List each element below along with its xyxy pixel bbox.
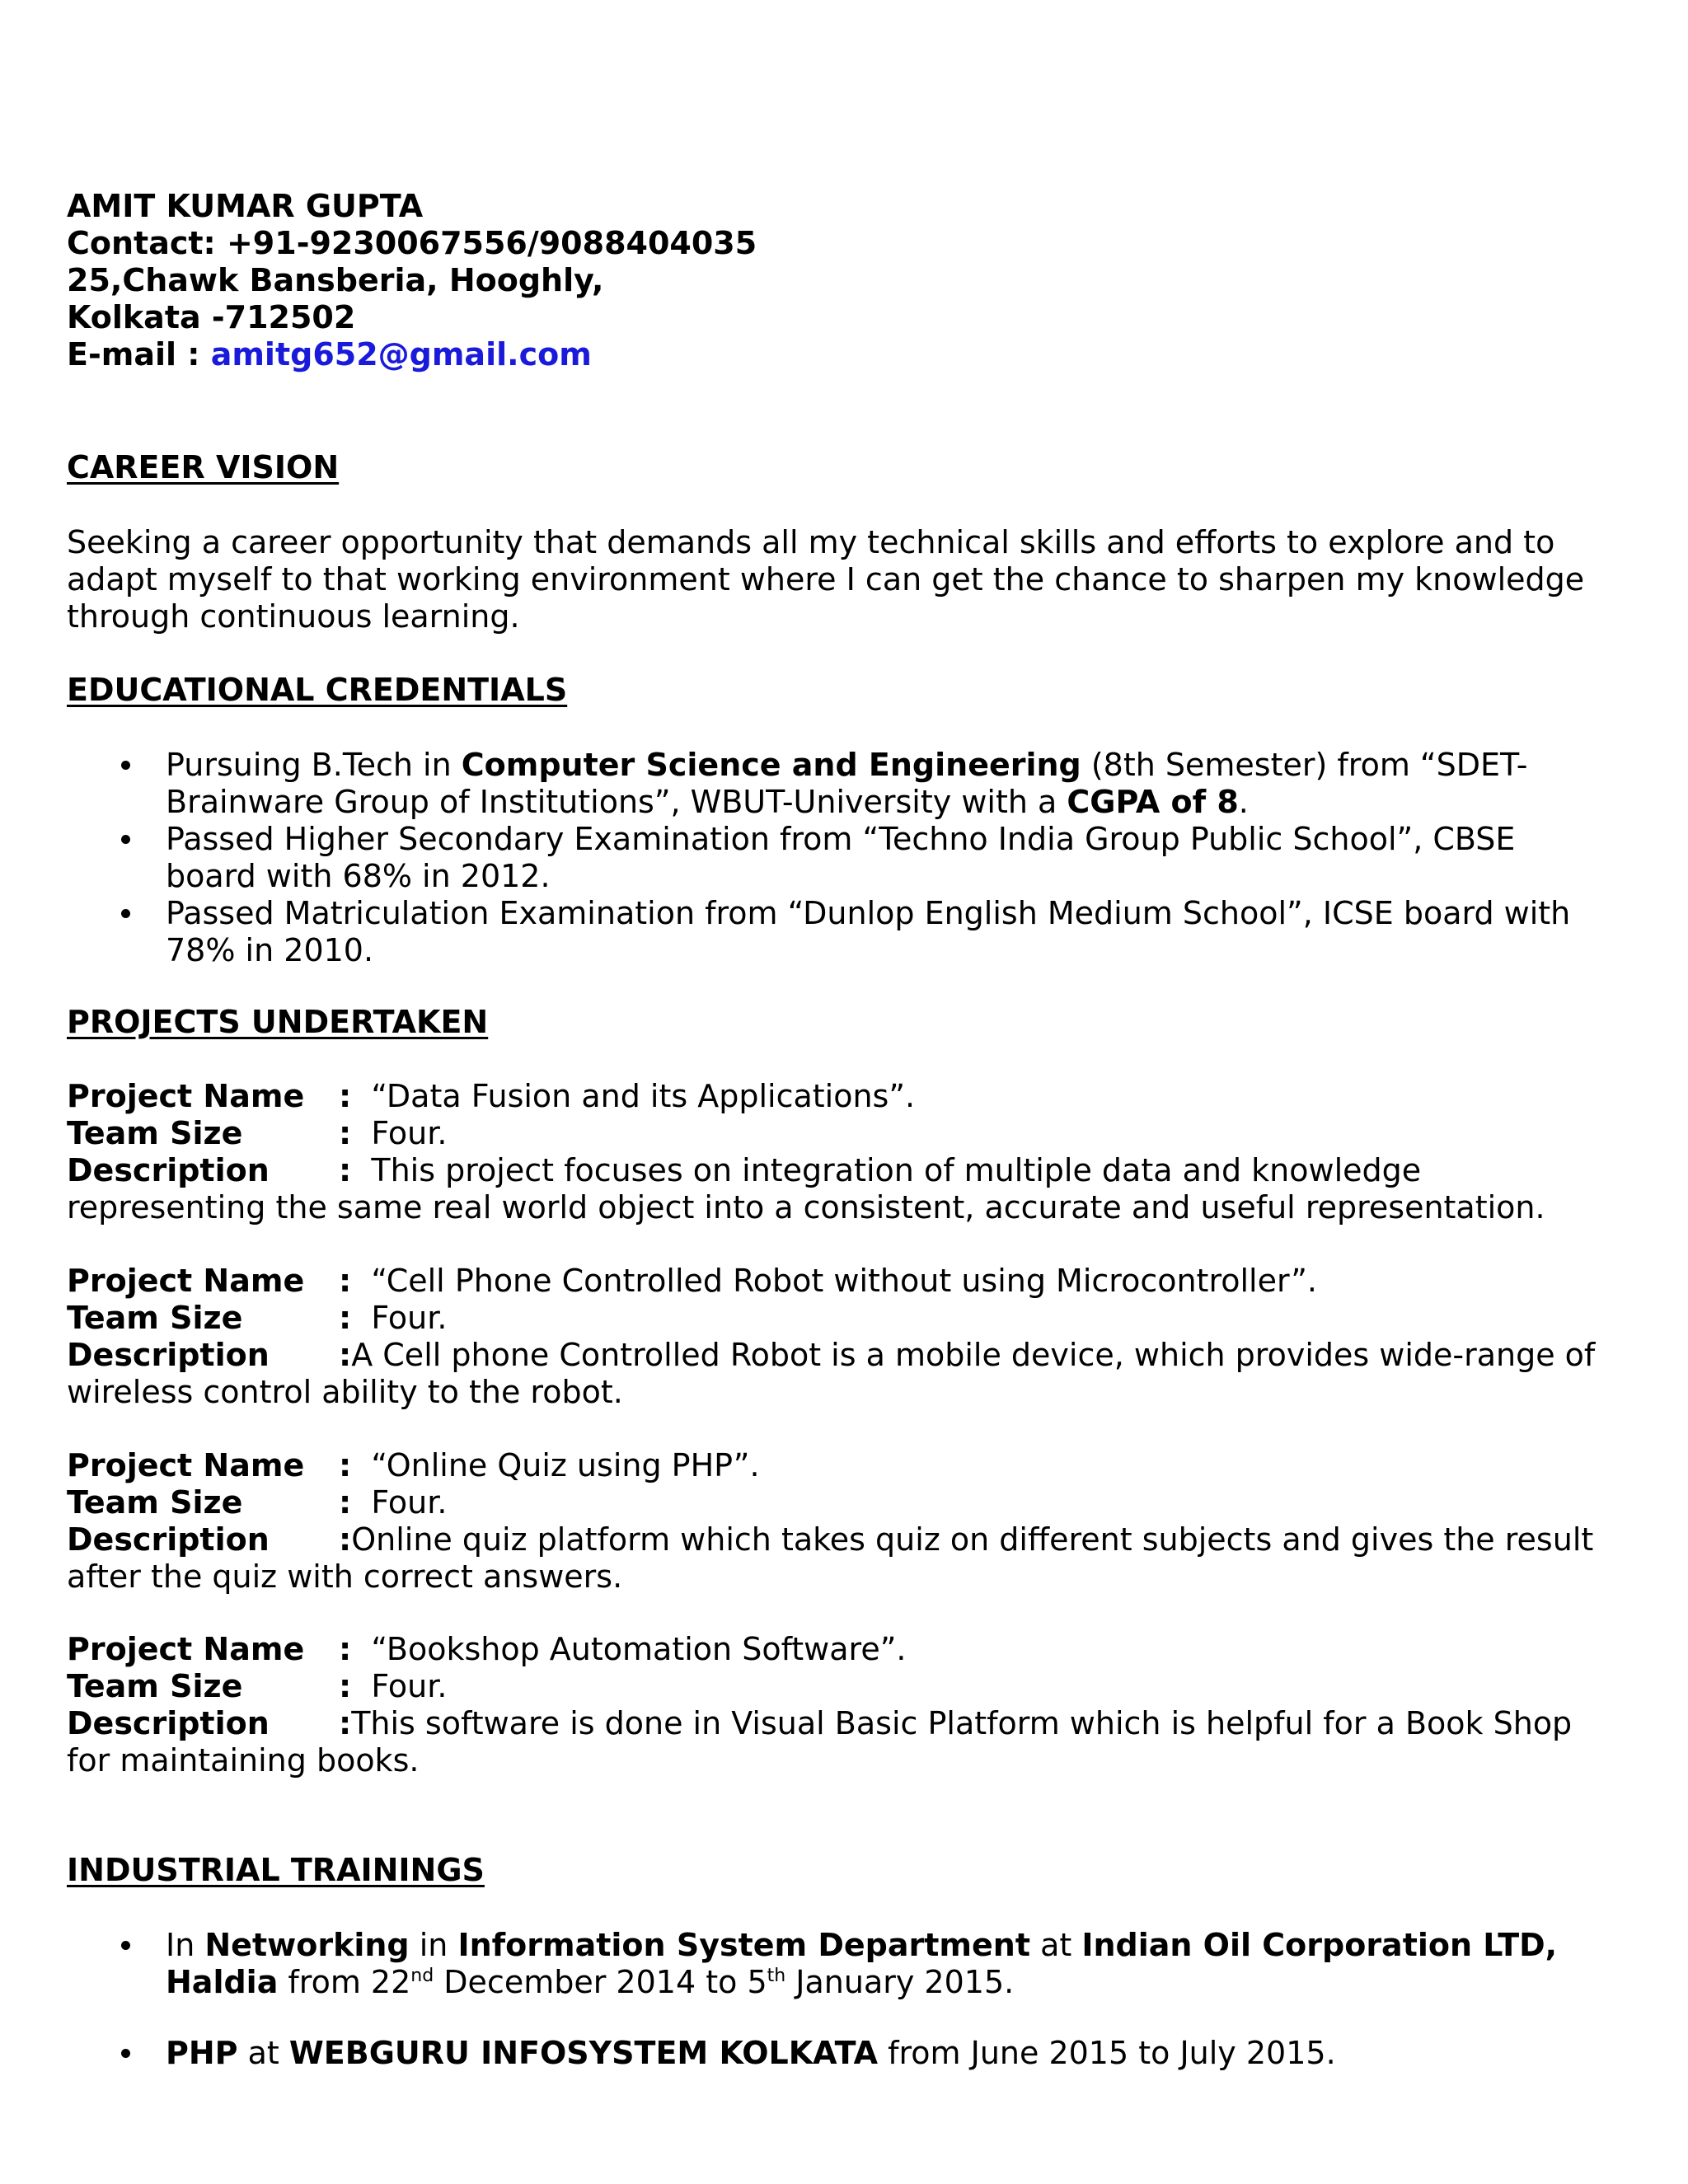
project-entry: Project Name : “Cell Phone Controlled Robot without using Microcontroller”. Team Size : Four. Description :A Cell phone Controlled Robot is a mobile device, which provides wide-range of wireless control ability to the robot. [67, 1263, 1596, 1410]
project-description: A Cell phone Controlled Robot is a mobile device, which provides wide-range of wireless control ability to the robot. [67, 1337, 1596, 1410]
address-line-1: 25,Chawk Bansberia, Hooghly, [67, 262, 604, 298]
email-line [67, 336, 1614, 373]
education-item: Passed Matriculation Examination from “Dunlop English Medium School”, ICSE board with 78% in 2010. [67, 895, 1614, 969]
career-vision-text: Seeking a career opportunity that demands all my technical skills and efforts to explore and to adapt myself to that working environment where I can get the chance to sharpen my knowledge through continuous learning. [67, 524, 1585, 635]
team-size: Four. [371, 1668, 448, 1704]
contact-header [67, 188, 1614, 373]
contact-phone: Contact: +91-9230067556/9088404035 [67, 225, 757, 261]
training-item: In Networking in Information System Department at Indian Oil Corporation LTD, Haldia from 22nd December 2014 to 5th January 2015. [67, 1927, 1614, 2001]
project-description: This project focuses on integration of multiple data and knowledge representing the same real world object into a consistent, accurate and useful representation. [67, 1152, 1545, 1226]
email-label: E-mail : [67, 336, 211, 373]
education-item: Pursuing B.Tech in Computer Science and Engineering (8th Semester) from “SDET-Brainware Group of Institutions”, WBUT-University with a CGPA of 8. [67, 747, 1614, 821]
career-vision-heading: CAREER VISION [67, 449, 340, 485]
project-name-label: Project Name [67, 1078, 305, 1114]
project-entry: Project Name : “Data Fusion and its Applications”. Team Size : Four. Description : This project focuses on integration of multiple data and knowledge representing the same real world object into a consistent, accurate and useful representation. [67, 1078, 1545, 1226]
team-size-label: Team Size [67, 1484, 243, 1521]
project-name: “Online Quiz using PHP”. [371, 1447, 760, 1483]
team-size: Four. [371, 1484, 448, 1521]
team-size: Four. [371, 1300, 448, 1336]
project-name: “Cell Phone Controlled Robot without using Microcontroller”. [371, 1263, 1317, 1299]
projects-heading: PROJECTS UNDERTAKEN [67, 1004, 489, 1040]
description-label: Description [67, 1337, 270, 1373]
team-size-label: Team Size [67, 1668, 243, 1704]
trainings-heading: INDUSTRIAL TRAININGS [67, 1852, 485, 1888]
project-description: This software is done in Visual Basic Platform which is helpful for a Book Shop for maintaining books. [67, 1705, 1573, 1779]
address-line-2: Kolkata -712502 [67, 299, 356, 335]
project-name: “Bookshop Automation Software”. [371, 1631, 907, 1667]
team-size-label: Team Size [67, 1115, 243, 1151]
project-name-label: Project Name [67, 1447, 305, 1483]
project-name: “Data Fusion and its Applications”. [371, 1078, 916, 1114]
candidate-name: AMIT KUMAR GUPTA [67, 188, 424, 224]
project-entry: Project Name : “Bookshop Automation Software”. Team Size : Four. Description :This software is done in Visual Basic Platform which is helpful for a Book Shop for maintaining books. [67, 1631, 1573, 1779]
description-label: Description [67, 1152, 270, 1188]
description-label: Description [67, 1521, 270, 1558]
team-size-label: Team Size [67, 1300, 243, 1336]
project-entry: Project Name : “Online Quiz using PHP”. Team Size : Four. Description :Online quiz platform which takes quiz on different subjects and gives the result after the quiz with correct answers. [67, 1447, 1594, 1595]
education-heading: EDUCATIONAL CREDENTIALS [67, 672, 568, 708]
education-item: Passed Higher Secondary Examination from “Techno India Group Public School”, CBSE board with 68% in 2012. [67, 821, 1614, 895]
email-link[interactable]: amitg652@gmail.com [210, 336, 592, 373]
team-size: Four. [371, 1115, 448, 1151]
education-list [67, 747, 1614, 969]
description-label: Description [67, 1705, 270, 1741]
training-item: PHP at WEBGURU INFOSYSTEM KOLKATA from June 2015 to July 2015. [67, 2035, 1614, 2072]
project-description: Online quiz platform which takes quiz on different subjects and gives the result after the quiz with correct answers. [67, 1521, 1594, 1595]
project-name-label: Project Name [67, 1263, 305, 1299]
trainings-list [67, 1927, 1614, 2072]
project-name-label: Project Name [67, 1631, 305, 1667]
